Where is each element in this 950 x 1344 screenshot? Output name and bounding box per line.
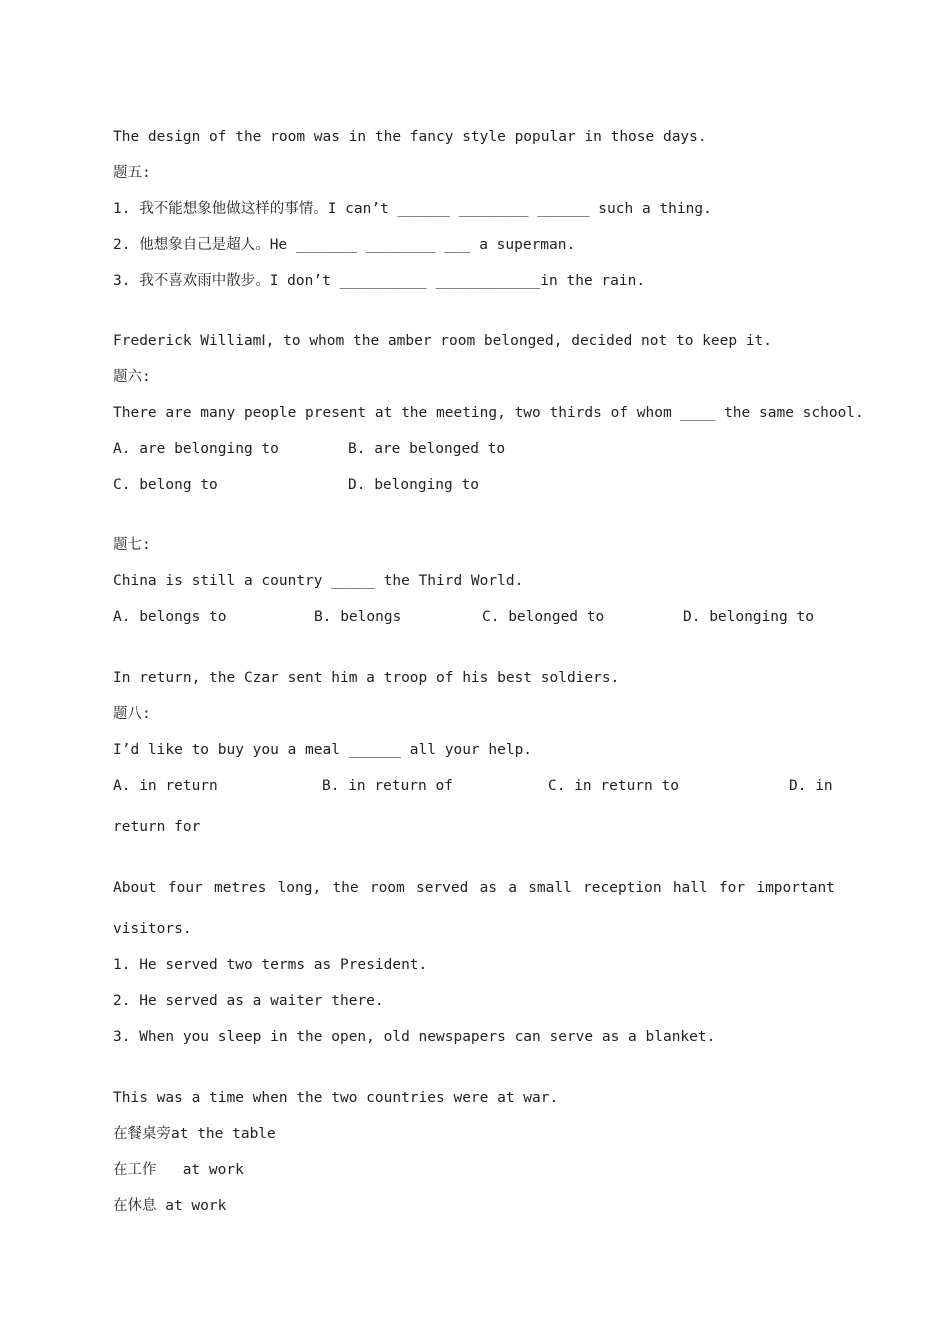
example-item: 3. When you sleep in the open, old newspapers can serve as a blanket.: [113, 1029, 716, 1045]
word: for: [718, 880, 746, 896]
exercise-question: I’d like to buy you a meal ______ all your help.: [113, 742, 533, 758]
option-d: D. belonging to: [348, 477, 479, 493]
example-sentence-continued: visitors.: [113, 921, 192, 937]
word: the: [332, 880, 359, 896]
word: metres: [213, 880, 267, 896]
phrase-item: 在工作 at work: [113, 1162, 244, 1178]
word: four: [167, 880, 203, 896]
word: small: [528, 880, 572, 896]
phrase-item: 在餐桌旁at the table: [113, 1126, 276, 1142]
word: important: [756, 880, 835, 896]
exercise-item: 3. 我不喜欢雨中散步。I don’t __________ ____________in the rain.: [113, 273, 646, 289]
option-a: A. in return: [113, 778, 218, 794]
example-sentence-justified: [113, 878, 835, 898]
word: long,: [277, 880, 322, 896]
exercise-heading: 题八:: [113, 706, 151, 722]
example-item: 2. He served as a waiter there.: [113, 993, 384, 1009]
word: served: [415, 880, 469, 896]
word: as: [479, 880, 498, 896]
option-b: B. in return of: [322, 778, 453, 794]
option-d-continued: return for: [113, 819, 201, 835]
option-b: B. belongs: [314, 609, 402, 625]
option-d: D. in: [789, 778, 833, 794]
example-item: 1. He served two terms as President.: [113, 957, 428, 973]
exercise-heading: 题五:: [113, 165, 151, 181]
exercise-heading: 题七:: [113, 537, 151, 553]
option-a: A. are belonging to: [113, 441, 279, 457]
example-sentence: The design of the room was in the fancy style popular in those days.: [113, 129, 707, 145]
word: room: [369, 880, 405, 896]
exercise-question: There are many people present at the meeting, two thirds of whom ____ the same school.: [113, 405, 864, 421]
exercise-item: 2. 他想象自己是超人。He _______ ________ ___ a superman.: [113, 237, 576, 253]
exercise-heading: 题六:: [113, 369, 151, 385]
option-c: C. belong to: [113, 477, 218, 493]
option-d: D. belonging to: [683, 609, 814, 625]
example-sentence: This was a time when the two countries were at war.: [113, 1090, 559, 1106]
option-a: A. belongs to: [113, 609, 227, 625]
exercise-question: China is still a country _____ the Third World.: [113, 573, 524, 589]
option-c: C. belonged to: [482, 609, 605, 625]
example-sentence: Frederick WilliamⅠ, to whom the amber room belonged, decided not to keep it.: [113, 333, 773, 349]
option-c: C. in return to: [548, 778, 679, 794]
word: About: [113, 880, 157, 896]
word: reception: [583, 880, 662, 896]
phrase-item: 在休息 at work: [113, 1198, 227, 1214]
example-sentence: In return, the Czar sent him a troop of his best soldiers.: [113, 670, 620, 686]
exercise-item: 1. 我不能想象他做这样的事情。I can’t ______ ________ ______ such a thing.: [113, 201, 712, 217]
option-b: B. are belonged to: [348, 441, 506, 457]
word: hall: [672, 880, 708, 896]
word: a: [508, 880, 517, 896]
